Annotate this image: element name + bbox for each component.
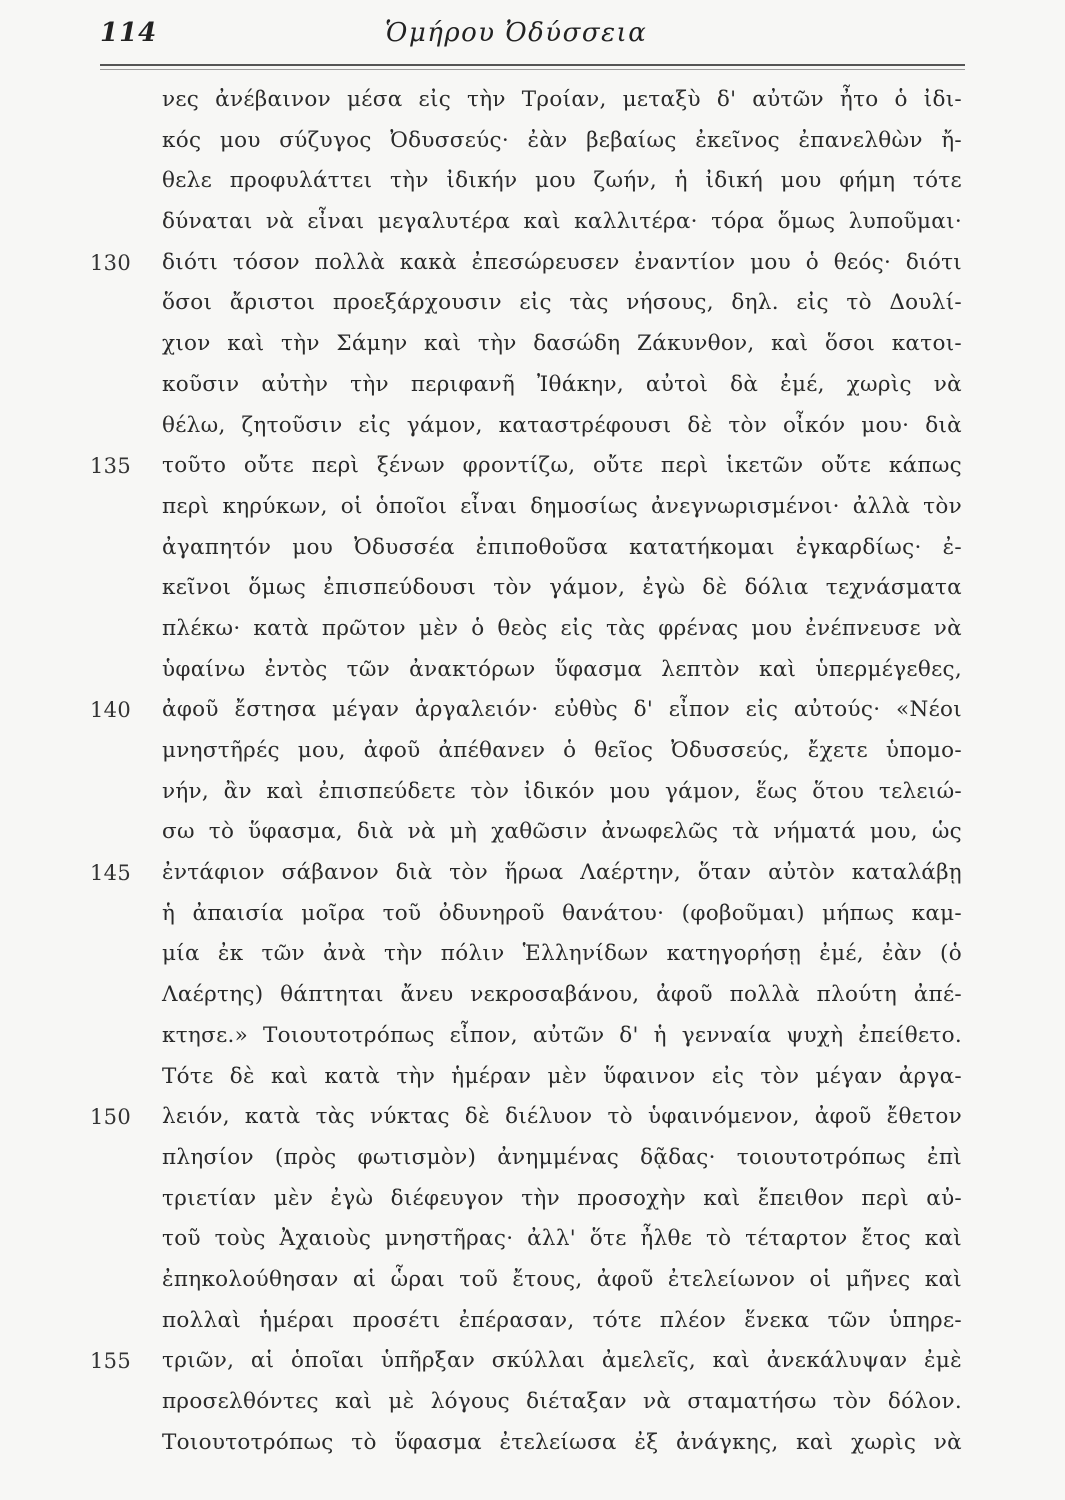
text-line <box>162 1301 962 1342</box>
text-line <box>162 1138 962 1179</box>
line-text: νες ἀνέβαινον μέσα εἰς τὴν Τροίαν, μεταξὺ δ' αὐτῶν ἦτο ὁ ἰδι- <box>162 87 962 112</box>
page-header <box>100 12 965 62</box>
line-text: κτησε.» Τοιουτοτρόπως εἶπον, αὐτῶν δ' ἡ γενναία ψυχὴ ἐπείθετο. <box>162 1022 962 1048</box>
line-text: διότι τόσον πολλὰ κακὰ ἐπεσώρευσεν ἐναντίον μου ὁ θεός· διότι <box>162 249 962 275</box>
line-number: 140 <box>90 698 131 723</box>
line-number: 130 <box>90 250 131 275</box>
line-text: Λαέρτης) θάπτηται ἄνευ νεκροσαβάνου, ἀφοῦ πολλὰ πλούτη ἀπέ- <box>162 982 962 1008</box>
line-text: δύναται νὰ εἶναι μεγαλυτέρα καὶ καλλιτέρα· τόρα ὅμως λυποῦμαι· <box>162 209 962 235</box>
line-text: θέλω, ζητοῦσιν εἰς γάμον, καταστρέφουσι δὲ τὸν οἶκόν μου· διὰ <box>162 412 962 438</box>
text-line <box>162 609 962 650</box>
text-line <box>162 283 962 324</box>
text-line <box>162 80 962 121</box>
line-text: χιον καὶ τὴν Σάμην καὶ τὴν δασώδη Ζάκυνθον, καὶ ὅσοι κατοι- <box>162 331 962 357</box>
line-text: κοῦσιν αὐτὴν τὴν περιφανῆ Ἰθάκην, αὐτοὶ δὰ ἐμέ, χωρὶς νὰ <box>162 371 962 397</box>
text-line <box>162 731 962 772</box>
line-text: πλέκω· κατὰ πρῶτον μὲν ὁ θεὸς εἰς τὰς φρένας μου ἐνέπνευσε νὰ <box>162 615 962 641</box>
line-text: ὑφαίνω ἐντὸς τῶν ἀνακτόρων ὕφασμα λεπτὸν καὶ ὑπερμέγεθες, <box>162 656 962 682</box>
text-line <box>162 568 962 609</box>
line-text: κεῖνοι ὅμως ἐπισπεύδουσι τὸν γάμον, ἐγὼ δὲ δόλια τεχνάσματα <box>162 575 962 601</box>
line-text: ἀφοῦ ἔστησα μέγαν ἀργαλειόν· εὐθὺς δ' εἶπον εἰς αὐτούς· «Νέοι <box>162 697 962 723</box>
line-number: 150 <box>90 1105 131 1130</box>
line-text: πλησίον (πρὸς φωτισμὸν) ἀνημμένας δᾷδας· τοιουτοτρόπως ἐπὶ <box>162 1144 962 1170</box>
line-text: μνηστῆρές μου, ἀφοῦ ἀπέθανεν ὁ θεῖος Ὀδυσσεύς, ἔχετε ὑπομο- <box>162 738 962 763</box>
text-line <box>162 650 962 691</box>
text-line <box>162 1057 962 1098</box>
line-text: ἀγαπητόν μου Ὀδυσσέα ἐπιποθοῦσα κατατήκομαι ἐγκαρδίως· ἐ- <box>162 534 962 560</box>
line-text: Τοιουτοτρόπως τὸ ὕφασμα ἐτελείωσα ἐξ ἀνάγκης, καὶ χωρὶς νὰ <box>162 1429 962 1455</box>
header-rule-secondary <box>100 69 965 70</box>
line-text: τριετίαν μὲν ἐγὼ διέφευγον τὴν προσοχὴν καὶ ἔπειθον περὶ αὐ- <box>162 1185 962 1211</box>
line-number: 155 <box>90 1349 131 1374</box>
text-line <box>162 1382 962 1423</box>
text-line <box>90 853 962 894</box>
text-line <box>162 1423 962 1464</box>
line-text: Τότε δὲ καὶ κατὰ τὴν ἡμέραν μὲν ὕφαινον εἰς τὸν μέγαν ἀργα- <box>162 1063 962 1089</box>
text-line <box>162 161 962 202</box>
text-line <box>162 1219 962 1260</box>
line-text: ἐπηκολούθησαν αἱ ὧραι τοῦ ἔτους, ἀφοῦ ἐτελείωνον οἱ μῆνες καὶ <box>162 1266 962 1292</box>
line-text: ἐντάφιον σάβανον διὰ τὸν ἥρωα Λαέρτην, ὅταν αὐτὸν καταλάβῃ <box>162 860 962 886</box>
text-line <box>90 446 962 487</box>
text-line <box>162 406 962 447</box>
text-line <box>162 1179 962 1220</box>
line-text: ἡ ἀπαισία μοῖρα τοῦ ὀδυνηροῦ θανάτου· (φοβοῦμαι) μήπως καμ- <box>162 900 962 926</box>
running-title: Ὁμήρου Ὀδύσσεια <box>385 18 648 48</box>
text-line <box>162 365 962 406</box>
line-text: ὅσοι ἄριστοι προεξάρχουσιν εἰς τὰς νήσους, δηλ. εἰς τὸ Δουλί- <box>162 290 962 316</box>
line-number: 145 <box>90 861 131 886</box>
text-line <box>90 243 962 284</box>
line-text: τοῦ τοὺς Ἀχαιοὺς μνηστῆρας· ἀλλ' ὅτε ἦλθε τὸ τέταρτον ἔτος καὶ <box>162 1226 962 1252</box>
text-line <box>162 324 962 365</box>
text-line <box>162 1016 962 1057</box>
header-rule <box>100 64 965 66</box>
line-text: τριῶν, αἱ ὁποῖαι ὑπῆρξαν σκύλλαι ἀμελεῖς, καὶ ἀνεκάλυψαν ἐμὲ <box>162 1348 962 1374</box>
line-text: τοῦτο οὔτε περὶ ξένων φροντίζω, οὔτε περὶ ἱκετῶν οὔτε κάπως <box>162 453 962 479</box>
text-line <box>162 1260 962 1301</box>
text-line <box>162 772 962 813</box>
line-text: πολλαὶ ἡμέραι προσέτι ἐπέρασαν, τότε πλέον ἕνεκα τῶν ὑπηρε- <box>162 1307 962 1333</box>
line-number: 135 <box>90 454 131 479</box>
line-text: μία ἐκ τῶν ἀνὰ τὴν πόλιν Ἑλληνίδων κατηγορήσῃ ἐμέ, ἐὰν (ὁ <box>162 941 962 967</box>
page-number: 114 <box>100 18 158 48</box>
text-line <box>162 528 962 569</box>
text-line <box>90 1341 962 1382</box>
text-body <box>90 80 962 1463</box>
line-text: περὶ κηρύκων, οἱ ὁποῖοι εἶναι δημοσίως ἀνεγνωρισμένοι· ἀλλὰ τὸν <box>162 493 962 519</box>
text-line <box>162 487 962 528</box>
text-line <box>90 690 962 731</box>
line-text: λειόν, κατὰ τὰς νύκτας δὲ διέλυον τὸ ὑφαινόμενον, ἀφοῦ ἔθετον <box>162 1104 962 1130</box>
text-line <box>90 1097 962 1138</box>
text-line <box>162 121 962 162</box>
text-line <box>162 202 962 243</box>
line-text: σω τὸ ὕφασμα, διὰ νὰ μὴ χαθῶσιν ἀνωφελῶς τὰ νήματά μου, ὡς <box>162 819 962 845</box>
text-line <box>162 894 962 935</box>
line-text: νήν, ἂν καὶ ἐπισπεύδετε τὸν ἰδικόν μου γάμον, ἕως ὅτου τελειώ- <box>162 778 962 804</box>
line-text: προσελθόντες καὶ μὲ λόγους διέταξαν νὰ σταματήσω τὸν δόλον. <box>162 1389 962 1414</box>
line-text: θελε προφυλάττει τὴν ἰδικήν μου ζωήν, ἡ ἰδική μου φήμη τότε <box>162 168 962 194</box>
text-line <box>162 934 962 975</box>
text-line <box>162 812 962 853</box>
line-text: κός μου σύζυγος Ὀδυσσεύς· ἐὰν βεβαίως ἐκεῖνος ἐπανελθὼν ἤ- <box>162 127 962 153</box>
text-line <box>162 975 962 1016</box>
